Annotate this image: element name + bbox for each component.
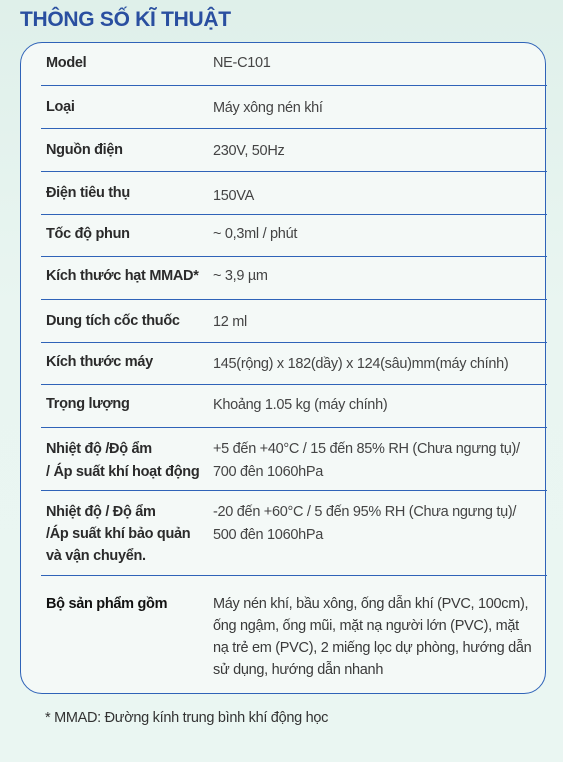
spec-label: [46, 97, 75, 118]
spec-row-cup-capacity: [41, 300, 547, 343]
spec-value-line: Máy xông nén khí: [213, 100, 323, 116]
spec-label-line: Model: [46, 55, 87, 71]
spec-value-line: ~ 0,3ml / phút: [213, 226, 298, 242]
spec-label: [46, 594, 167, 615]
spec-value-line: Khoảng 1.05 kg (máy chính): [213, 397, 388, 413]
spec-row-power-source: [41, 129, 547, 172]
spec-row-package-contents: [41, 576, 547, 691]
spec-label: [46, 352, 153, 373]
spec-value: [213, 52, 271, 74]
spec-label-line: / Áp suất khí hoạt động: [46, 464, 200, 480]
spec-label-line: Nguồn điện: [46, 142, 123, 158]
spec-value-line: Máy nén khí, bầu xông, ống dẫn khí (PVC, 100cm),: [213, 596, 529, 612]
spec-value-line: ~ 3,9 µm: [213, 268, 268, 284]
spec-row-weight: [41, 385, 547, 428]
spec-row-type: [41, 86, 547, 129]
spec-label: [46, 394, 130, 415]
spec-value-line: +5 đến +40°C / 15 đến 85% RH (Chưa ngưng tụ)/: [213, 441, 520, 457]
footnote: * MMAD: Đường kính trung bình khí động học: [45, 710, 329, 726]
spec-value: [213, 593, 531, 681]
spec-value-line: 230V, 50Hz: [213, 143, 285, 159]
spec-table: [20, 42, 546, 694]
spec-value: [213, 185, 254, 207]
spec-label-line: Điện tiêu thụ: [46, 185, 130, 201]
spec-value: [213, 311, 247, 333]
spec-value: [213, 97, 323, 119]
spec-row-dimensions: [41, 343, 547, 385]
spec-value-line: 150VA: [213, 188, 254, 204]
spec-label-line: Nhiệt độ / Độ ẩm: [46, 504, 156, 520]
spec-label-line: Nhiệt độ /Độ ẩm: [46, 441, 152, 457]
spec-value-line: NE-C101: [213, 55, 271, 71]
spec-label: [46, 224, 130, 245]
spec-value: [213, 140, 284, 162]
spec-label: [46, 183, 130, 204]
spec-value-line: ống ngậm, ống mũi, mặt nạ người lớn (PVC), mặt: [213, 618, 519, 634]
spec-value-line: -20 đến +60°C / 5 đến 95% RH (Chưa ngưng tụ)/: [213, 504, 517, 520]
spec-label: [46, 266, 199, 287]
spec-label-line: Kích thước hạt MMAD*: [46, 268, 199, 284]
spec-label: [46, 53, 86, 74]
spec-label-line: Loại: [46, 99, 75, 115]
spec-label: [46, 438, 199, 484]
spec-value-line: 145(rộng) x 182(dầy) x 124(sâu)mm(máy chính): [213, 356, 509, 372]
spec-value: [213, 438, 520, 484]
spec-value: [213, 353, 508, 375]
spec-value: [213, 265, 268, 287]
spec-value: [213, 501, 516, 547]
spec-label-line: Bộ sản phẩm gồm: [46, 596, 168, 612]
spec-label-line: Tốc độ phun: [46, 226, 130, 242]
spec-row-operating-conditions: [41, 428, 547, 491]
spec-label: [46, 140, 123, 161]
spec-value: [213, 223, 297, 245]
spec-label: [46, 311, 180, 332]
spec-label-line: Dung tích cốc thuốc: [46, 313, 180, 329]
spec-row-storage-conditions: [41, 491, 547, 576]
spec-value-line: nạ trẻ em (PVC), 2 miếng lọc dự phòng, hướng dẫn: [213, 640, 532, 656]
spec-label: [46, 501, 190, 567]
spec-value: [213, 394, 387, 416]
spec-row-power-consumption: [41, 172, 547, 215]
spec-label-line: Trọng lượng: [46, 396, 130, 412]
page-title: THÔNG SỐ KĨ THUẬT: [20, 8, 231, 31]
spec-row-model: [41, 43, 547, 86]
spec-row-particle-size: [41, 257, 547, 300]
spec-value-line: 500 đên 1060hPa: [213, 527, 323, 543]
spec-label-line: và vận chuyển.: [46, 548, 146, 564]
spec-label-line: /Áp suất khí bảo quản: [46, 526, 191, 542]
spec-value-line: 700 đên 1060hPa: [213, 464, 323, 480]
spec-value-line: 12 ml: [213, 314, 247, 330]
spec-label-line: Kích thước máy: [46, 354, 153, 370]
spec-row-spray-rate: [41, 215, 547, 257]
spec-value-line: sử dụng, hướng dẫn nhanh: [213, 662, 384, 678]
